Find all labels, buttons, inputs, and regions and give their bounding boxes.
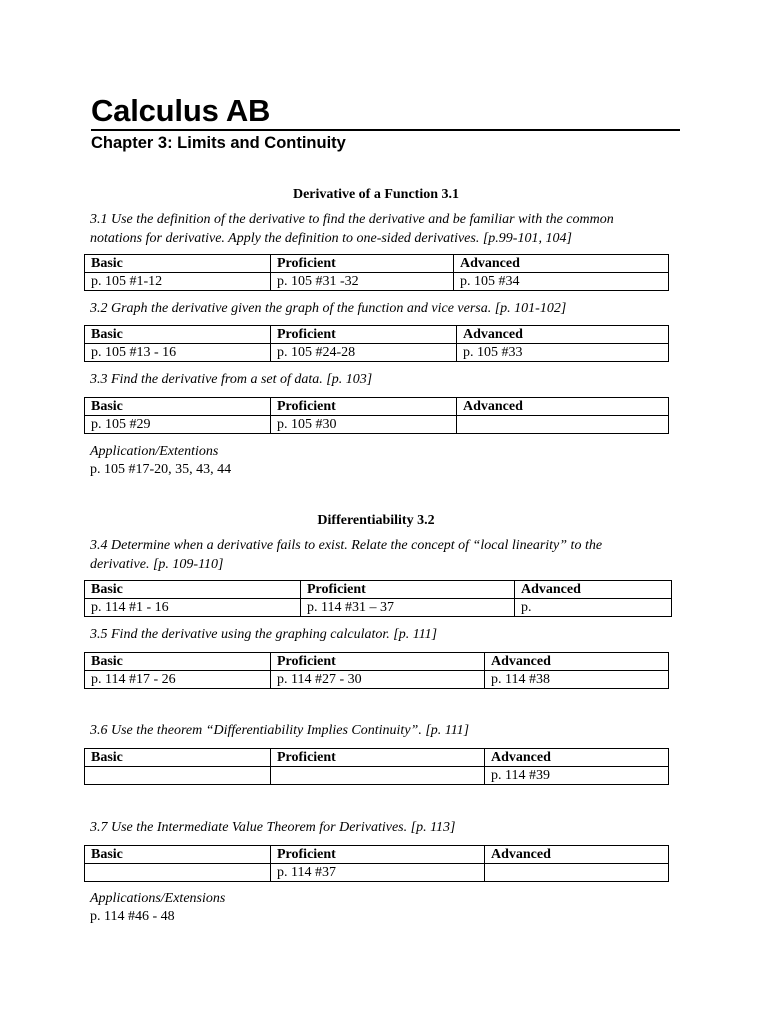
assignment-table-3-7: [84, 845, 669, 882]
objective-3-6: [90, 721, 670, 740]
header-advanced: Advanced: [457, 398, 669, 416]
objective-3-7: [90, 818, 670, 837]
page-title: Calculus AB: [91, 93, 271, 128]
section-heading-differentiability: Differentiability 3.2: [317, 513, 435, 528]
cell-proficient: p. 105 #31 -32: [271, 273, 454, 291]
cell-basic: [85, 864, 271, 882]
assignment-table-3-2: [84, 325, 669, 362]
header-advanced: Advanced: [454, 255, 669, 273]
chapter-heading: Chapter 3: Limits and Continuity: [91, 134, 346, 152]
header-advanced: Advanced: [485, 846, 669, 864]
table-header-row: [85, 749, 669, 767]
title-underline: [91, 129, 680, 131]
cell-basic: p. 114 #1 - 16: [85, 599, 301, 617]
table-row: [85, 599, 672, 617]
cell-advanced: [457, 416, 669, 434]
header-basic: Basic: [85, 255, 271, 273]
header-basic: Basic: [85, 326, 271, 344]
objective-3-1-line-1: 3.1 Use the definition of the derivative to find the derivative and be familiar with the common: [90, 212, 614, 227]
objective-3-4-line-1: 3.4 Determine when a derivative fails to exist. Relate the concept of “local linearity” to the: [90, 538, 603, 553]
cell-advanced: p. 105 #33: [457, 344, 669, 362]
header-proficient: Proficient: [301, 581, 515, 599]
header-basic: Basic: [85, 581, 301, 599]
cell-advanced: [485, 864, 669, 882]
header-proficient: Proficient: [271, 255, 454, 273]
objective-3-3-line-1: 3.3 Find the derivative from a set of data. [p. 103]: [90, 372, 373, 387]
table-header-row: [85, 581, 672, 599]
extensions-label-3-1: Application/Extentions: [90, 444, 219, 459]
objective-3-4: [90, 536, 670, 574]
header-proficient: Proficient: [271, 326, 457, 344]
cell-proficient: p. 114 #27 - 30: [271, 671, 485, 689]
extensions-text-3-1: p. 105 #17-20, 35, 43, 44: [90, 462, 232, 477]
header-proficient: Proficient: [271, 653, 485, 671]
table-row: [85, 671, 669, 689]
table-row: [85, 864, 669, 882]
table-header-row: [85, 846, 669, 864]
objective-3-1: [90, 210, 670, 248]
header-advanced: Advanced: [457, 326, 669, 344]
objective-3-7-line-1: 3.7 Use the Intermediate Value Theorem for Derivatives. [p. 113]: [90, 820, 456, 835]
section-heading-derivative: Derivative of a Function 3.1: [292, 187, 460, 202]
header-basic: Basic: [85, 846, 271, 864]
header-advanced: Advanced: [485, 749, 669, 767]
extensions-label-3-2: Applications/Extensions: [90, 891, 226, 906]
header-basic: Basic: [85, 653, 271, 671]
objective-3-1-line-2: notations for derivative. Apply the definition to one-sided derivatives. [p.99-101, 104]: [90, 231, 572, 246]
cell-basic: p. 105 #13 - 16: [85, 344, 271, 362]
objective-3-2-line-1: 3.2 Graph the derivative given the graph of the function and vice versa. [p. 101-102]: [90, 301, 567, 316]
table-header-row: [85, 255, 669, 273]
cell-advanced: p. 105 #34: [454, 273, 669, 291]
extensions-text-3-2: p. 114 #46 - 48: [90, 909, 175, 924]
header-advanced: Advanced: [515, 581, 672, 599]
cell-basic: p. 114 #17 - 26: [85, 671, 271, 689]
header-proficient: Proficient: [271, 749, 485, 767]
header-basic: Basic: [85, 398, 271, 416]
cell-advanced: p.: [515, 599, 672, 617]
objective-3-3: [90, 370, 670, 389]
table-header-row: [85, 326, 669, 344]
objective-3-4-line-2: derivative. [p. 109-110]: [90, 557, 224, 572]
objective-3-5: [90, 625, 670, 644]
table-row: [85, 344, 669, 362]
header-advanced: Advanced: [485, 653, 669, 671]
table-row: [85, 273, 669, 291]
objective-3-2: [90, 299, 670, 318]
header-proficient: Proficient: [271, 398, 457, 416]
cell-proficient: p. 114 #31 – 37: [301, 599, 515, 617]
cell-basic: [85, 767, 271, 785]
table-header-row: [85, 398, 669, 416]
cell-proficient: [271, 767, 485, 785]
table-header-row: [85, 653, 669, 671]
assignment-table-3-4: [84, 580, 672, 617]
cell-proficient: p. 105 #30: [271, 416, 457, 434]
cell-basic: p. 105 #1-12: [85, 273, 271, 291]
table-row: [85, 767, 669, 785]
header-proficient: Proficient: [271, 846, 485, 864]
table-row: [85, 416, 669, 434]
cell-advanced: p. 114 #38: [485, 671, 669, 689]
assignment-table-3-5: [84, 652, 669, 689]
cell-proficient: p. 105 #24-28: [271, 344, 457, 362]
header-basic: Basic: [85, 749, 271, 767]
cell-basic: p. 105 #29: [85, 416, 271, 434]
assignment-table-3-6: [84, 748, 669, 785]
objective-3-6-line-1: 3.6 Use the theorem “Differentiability Implies Continuity”. [p. 111]: [90, 723, 470, 738]
assignment-table-3-1: [84, 254, 669, 291]
cell-proficient: p. 114 #37: [271, 864, 485, 882]
objective-3-5-line-1: 3.5 Find the derivative using the graphing calculator. [p. 111]: [90, 627, 438, 642]
cell-advanced: p. 114 #39: [485, 767, 669, 785]
assignment-table-3-3: [84, 397, 669, 434]
